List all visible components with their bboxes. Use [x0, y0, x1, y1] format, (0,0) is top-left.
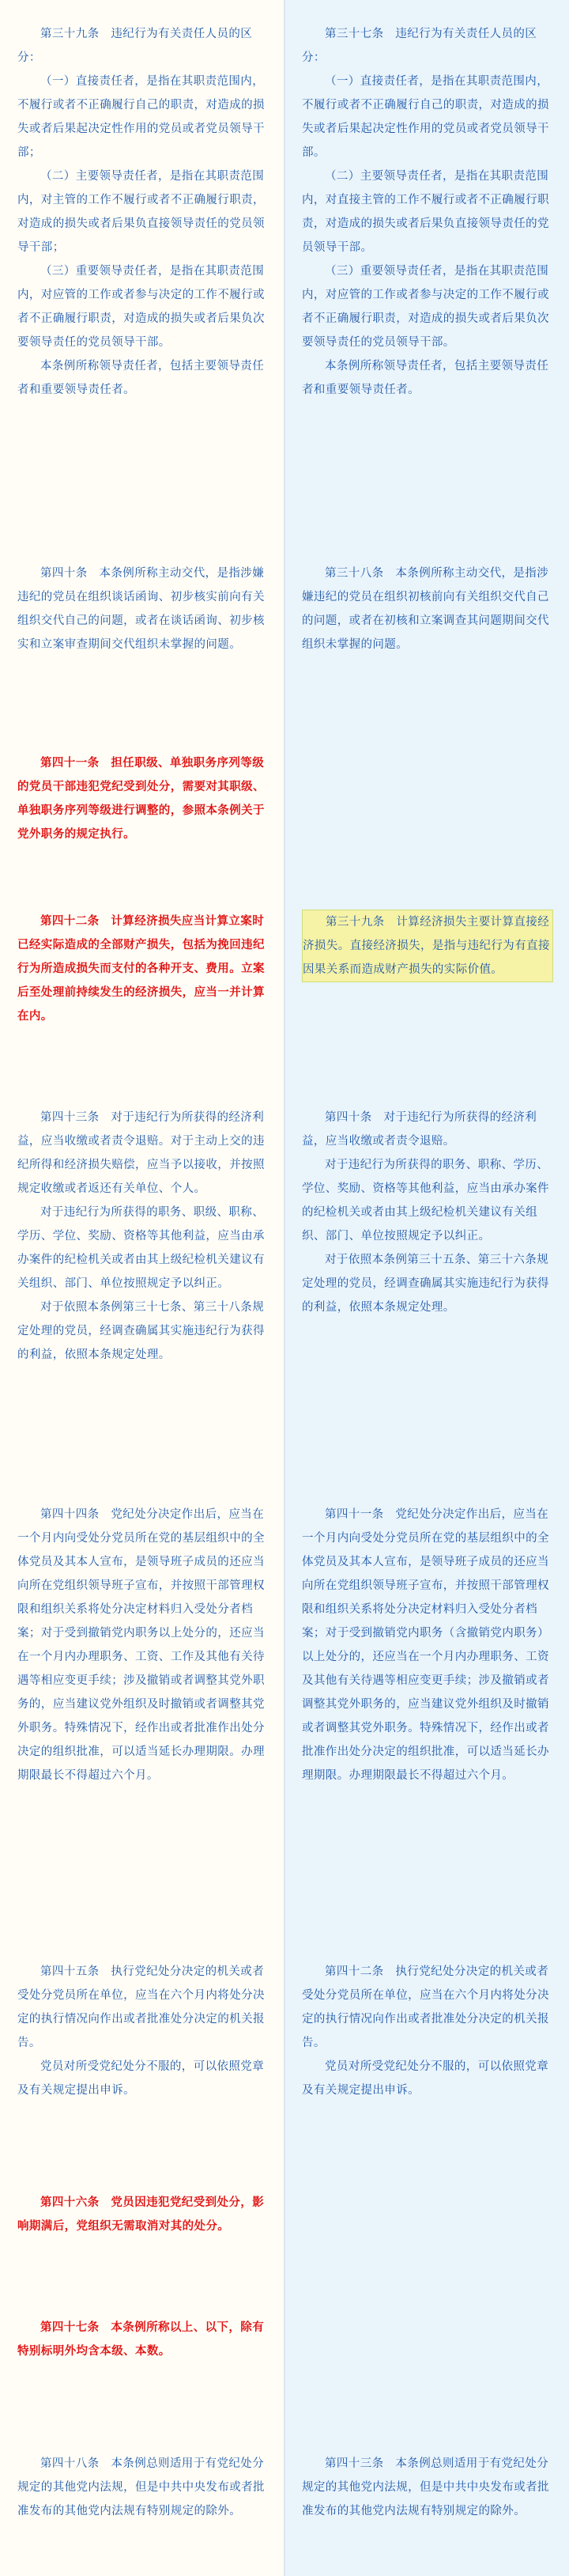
right-article-43	[302, 2452, 553, 2523]
article-paragraph: 第四十二条 执行党纪处分决定的机关或者受处分党员所在单位，应当在六个月内将处分决定的执行情况向作出或者批准处分决定的机关报告。	[302, 1965, 549, 2049]
right-article-39	[302, 910, 553, 982]
article-paragraph-highlighted: 第三十九条 计算经济损失主要计算直接经济损失。直接经济损失，是指与违纪行为有直接因果关系而造成财产损失的实际价值。	[302, 910, 553, 982]
article-paragraph: 第四十条 本条例所称主动交代，是指涉嫌违纪的党员在组织谈话函询、初步核实前向有关组织交代自己的问题，或者在谈话函询、初步核实和立案审查期间交代组织未掌握的问题。	[17, 567, 265, 651]
article-paragraph: 对于违纪行为所获得的职务、职称、学历、学位、奖励、资格等其他利益，应当由承办案件的纪检机关或者由其上级纪检机关建议有关组织、部门、单位按照规定予以纠正。	[302, 1159, 549, 1243]
left-article-41	[17, 751, 269, 846]
article-paragraph: 第四十三条 对于违纪行为所获得的经济利益，应当收缴或者责令退赔。对于主动上交的违纪所得和经济损失赔偿，应当予以接收，并按照规定收缴或者返还有关单位、个人。	[17, 1111, 265, 1195]
article-paragraph: 第四十二条 计算经济损失应当计算立案时已经实际造成的全部财产损失，包括为挽回违纪行为所造成损失而支付的各种开支、费用。立案后至处理前持续发生的经济损失，应当一并计算在内。	[17, 915, 265, 1023]
right-article-42	[302, 1960, 553, 2102]
column-divider	[284, 0, 285, 2576]
left-article-45	[17, 1960, 269, 2102]
article-paragraph: 对于依照本条例第三十五条、第三十六条规定处理的党员，经调查确属其实施违纪行为获得的利益，依照本条规定处理。	[302, 1254, 549, 1314]
left-article-48	[17, 2452, 269, 2523]
article-paragraph: 对于违纪行为所获得的职务、职级、职称、学历、学位、奖励、资格等其他利益，应当由承办案件的纪检机关或者由其上级纪检机关建议有关组织、部门、单位按照规定予以纠正。	[17, 1206, 265, 1290]
article-paragraph: 第四十八条 本条例总则适用于有党纪处分规定的其他党内法规，但是中共中央发布或者批准发布的其他党内法规有特别规定的除外。	[17, 2457, 265, 2517]
article-paragraph: 党员对所受党纪处分不服的，可以依照党章及有关规定提出申诉。	[17, 2060, 265, 2097]
left-article-42	[17, 910, 269, 1028]
article-paragraph: 第四十七条 本条例所称以上、以下，除有特别标明外均含本级、本数。	[17, 2321, 265, 2358]
article-paragraph: 第四十五条 执行党纪处分决定的机关或者受处分党员所在单位，应当在六个月内将处分决定的执行情况向作出或者批准处分决定的机关报告。	[17, 1965, 265, 2049]
article-paragraph: 第四十一条 党纪处分决定作出后，应当在一个月内向受处分党员所在党的基层组织中的全体党员及其本人宣布，是领导班子成员的还应当向所在党组织领导班子宣布，并按照干部管理权限和组织关系将处分决定材料归入受处分者档案；对于受到撤销党内职务（含撤销党内职务）以上处分的，还应当在一个月内办理职务、工资及其他有关待遇等相应变更手续；涉及撤销或者调整其党外职务的，应当建议党外组织及时撤销或者调整其党外职务。特殊情况下，经作出或者批准作出处分决定的组织批准，可以适当延长办理期限。办理期限最长不得超过六个月。	[302, 1508, 549, 1782]
right-article-40	[302, 1106, 553, 1319]
right-article-41	[302, 1503, 553, 1787]
left-article-47	[17, 2316, 269, 2363]
article-paragraph: （二）主要领导责任者，是指在其职责范围内，对直接主管的工作不履行或者不正确履行职责，对造成的损失或者后果负直接领导责任的党员领导干部。	[302, 170, 549, 254]
article-paragraph: 第三十七条 违纪行为有关责任人员的区分：	[302, 28, 537, 64]
article-paragraph: 第四十一条 担任职级、单独职务序列等级的党员干部违犯党纪受到处分，需要对其职级、单独职务序列等级进行调整的，参照本条例关于党外职务的规定执行。	[17, 757, 265, 841]
left-article-46	[17, 2191, 269, 2238]
article-paragraph: 第四十六条 党员因违犯党纪受到处分，影响期满后，党组织无需取消对其的处分。	[17, 2196, 265, 2233]
article-paragraph: 第三十八条 本条例所称主动交代，是指涉嫌违纪的党员在组织初核前向有关组织交代自己的问题，或者在初核和立案调查其问题期间交代组织未掌握的问题。	[302, 567, 549, 651]
article-paragraph: 对于依照本条例第三十七条、第三十八条规定处理的党员，经调查确属其实施违纪行为获得的利益，依照本条规定处理。	[17, 1301, 265, 1361]
left-article-39	[17, 22, 269, 402]
article-paragraph: （二）主要领导责任者，是指在其职责范围内，对主管的工作不履行或者不正确履行职责，对造成的损失或者后果负直接领导责任的党员领导干部；	[17, 170, 265, 254]
article-paragraph: 党员对所受党纪处分不服的，可以依照党章及有关规定提出申诉。	[302, 2060, 549, 2097]
right-article-37	[302, 22, 553, 402]
article-paragraph: 第四十三条 本条例总则适用于有党纪处分规定的其他党内法规，但是中共中央发布或者批准发布的其他党内法规有特别规定的除外。	[302, 2457, 549, 2517]
article-paragraph: （三）重要领导责任者，是指在其职责范围内，对应管的工作或者参与决定的工作不履行或者不正确履行职责，对造成的损失或者后果负次要领导责任的党员领导干部。	[17, 265, 265, 349]
article-paragraph: （一）直接责任者，是指在其职责范围内，不履行或者不正确履行自己的职责，对造成的损失或者后果起决定性作用的党员或者党员领导干部。	[302, 75, 549, 159]
article-paragraph: 本条例所称领导责任者，包括主要领导责任者和重要领导责任者。	[302, 360, 549, 396]
left-article-40	[17, 562, 269, 656]
article-paragraph: 第三十九条 违纪行为有关责任人员的区分：	[17, 28, 253, 64]
left-article-44	[17, 1503, 269, 1787]
article-paragraph: （三）重要领导责任者，是指在其职责范围内，对应管的工作或者参与决定的工作不履行或者不正确履行职责，对造成的损失或者后果负次要领导责任的党员领导干部。	[302, 265, 549, 349]
left-article-43	[17, 1106, 269, 1367]
article-paragraph: 第四十条 对于违纪行为所获得的经济利益，应当收缴或者责令退赔。	[302, 1111, 537, 1148]
right-article-38	[302, 562, 553, 656]
article-paragraph: 第四十四条 党纪处分决定作出后，应当在一个月内向受处分党员所在党的基层组织中的全体党员及其本人宣布，是领导班子成员的还应当向所在党组织领导班子宣布，并按照干部管理权限和组织关系将处分决定材料归入受处分者档案；对于受到撤销党内职务以上处分的，还应当在一个月内办理职务、工资、工作及其他有关待遇等相应变更手续；涉及撤销或者调整其党外职务的，应当建议党外组织及时撤销或者调整其党外职务。特殊情况下，经作出或者批准作出处分决定的组织批准，可以适当延长办理期限。办理期限最长不得超过六个月。	[17, 1508, 265, 1782]
article-paragraph: （一）直接责任者，是指在其职责范围内，不履行或者不正确履行自己的职责，对造成的损失或者后果起决定性作用的党员或者党员领导干部；	[17, 75, 265, 159]
article-paragraph: 本条例所称领导责任者，包括主要领导责任者和重要领导责任者。	[17, 360, 265, 396]
